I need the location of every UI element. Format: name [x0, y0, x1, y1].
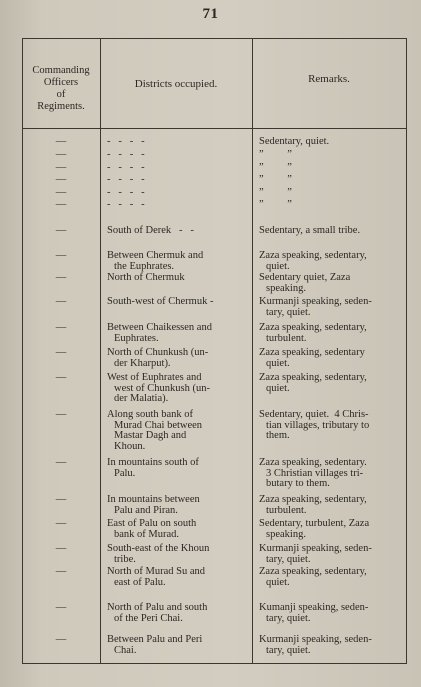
officer-dash: — — [55, 322, 67, 333]
remarks-cell — [259, 348, 403, 369]
officer-dash: — — [55, 272, 67, 283]
district-line: Between Palu and Peri — [107, 634, 203, 645]
district-line: - - - - — [107, 149, 145, 160]
officer-dash: — — [55, 543, 67, 554]
district-cell — [107, 226, 248, 237]
district-line: West of Euphrates and — [107, 372, 202, 383]
remarks-line: Zaza speaking, sedentary, — [259, 494, 367, 505]
remarks-line: Sedentary, turbulent, Zaza — [259, 518, 370, 529]
officer-dash: — — [55, 372, 67, 383]
remarks-line: tian villages, tributary to — [266, 419, 370, 431]
remarks-line: ” ” — [259, 162, 292, 173]
remarks-line: Zaza speaking, sedentary, — [259, 322, 367, 333]
officer-dash: — — [55, 409, 67, 420]
remarks-line: them. — [266, 430, 290, 441]
remarks-line: quiet. — [266, 260, 290, 272]
district-cell — [107, 323, 248, 344]
remarks-line: Kurmanji speaking, seden- — [259, 543, 372, 554]
district-line: East of Palu on south — [107, 518, 197, 529]
remarks-cell — [259, 150, 403, 161]
header-line: Commanding — [32, 65, 90, 76]
remarks-line: Kumanji speaking, seden- — [259, 602, 369, 613]
officer-dash: — — [55, 518, 67, 529]
district-cell — [107, 603, 248, 624]
remarks-line: ” ” — [259, 199, 292, 210]
district-line: North of Chermuk — [107, 272, 185, 283]
district-cell — [107, 200, 248, 211]
remarks-line: Zaza speaking, sedentary, — [259, 372, 367, 383]
officer-dash: — — [55, 174, 67, 185]
remarks-line: speaking. — [266, 528, 306, 540]
district-line: bank of Murad. — [114, 528, 180, 540]
column-rule-1 — [100, 38, 101, 664]
district-line: east of Palu. — [114, 576, 166, 588]
remarks-cell — [259, 495, 403, 516]
district-line: der Malatia). — [114, 393, 169, 404]
remarks-cell — [259, 567, 403, 588]
district-cell — [107, 137, 248, 148]
remarks-line: ” ” — [259, 187, 292, 198]
remarks-cell — [259, 163, 403, 174]
district-line: - - - - — [107, 199, 145, 210]
officer-dash: — — [55, 187, 67, 198]
officer-dash: — — [55, 250, 67, 261]
district-cell — [107, 635, 248, 656]
remarks-line: tary, quiet. — [266, 306, 311, 318]
remarks-cell — [259, 603, 403, 624]
remarks-line: Zaza speaking, sedentary. — [259, 457, 367, 468]
district-cell — [107, 251, 248, 272]
district-cell — [107, 163, 248, 174]
district-line: - - - - — [107, 187, 145, 198]
officer-dash: — — [55, 225, 67, 236]
district-cell — [107, 273, 248, 284]
header-commanding-officers — [23, 65, 99, 113]
page-number: 71 — [202, 6, 219, 22]
remarks-cell — [259, 137, 403, 148]
district-line: west of Chunkush (un- — [114, 382, 210, 394]
officer-dash: — — [55, 296, 67, 307]
district-cell — [107, 188, 248, 199]
district-line: of the Peri Chai. — [114, 612, 183, 624]
remarks-cell — [259, 458, 403, 490]
district-line: Mastar Dagh and — [114, 430, 187, 441]
district-cell — [107, 458, 248, 479]
remarks-line: speaking. — [266, 282, 306, 294]
remarks-line: tary, quiet. — [266, 553, 311, 565]
officer-dash: — — [55, 566, 67, 577]
remarks-line: tary, quiet. — [266, 612, 311, 624]
officer-dash: — — [55, 199, 67, 210]
remarks-line: Sedentary, quiet. 4 Chris- — [259, 409, 369, 420]
remarks-line: Sedentary, a small tribe. — [259, 225, 361, 236]
remarks-line: Kurmanji speaking, seden- — [259, 296, 372, 307]
remarks-cell — [259, 251, 403, 272]
remarks-cell — [259, 410, 403, 442]
remarks-cell — [259, 297, 403, 318]
remarks-line: Sedentary quiet, Zaza — [259, 272, 351, 283]
officer-dash: — — [55, 162, 67, 173]
district-line: - - - - — [107, 162, 145, 173]
district-cell — [107, 519, 248, 540]
remarks-line: ” ” — [259, 174, 292, 185]
district-line: tribe. — [114, 553, 136, 565]
officer-dash: — — [55, 457, 67, 468]
district-cell — [107, 410, 248, 452]
district-line: South-west of Chermuk - — [107, 296, 214, 307]
remarks-cell — [259, 323, 403, 344]
district-line: Along south bank of — [107, 409, 194, 420]
remarks-line: quiet. — [266, 357, 290, 369]
district-cell — [107, 297, 248, 308]
district-line: South of Derek - - — [107, 225, 194, 236]
remarks-line: turbulent. — [266, 332, 307, 344]
district-line: Khoun. — [114, 440, 146, 452]
district-line: In mountains between — [107, 494, 200, 505]
officer-dash: — — [55, 634, 67, 645]
table-top-rule — [22, 38, 406, 39]
remarks-line: 3 Christian villages tri- — [266, 467, 364, 479]
district-line: Chai. — [114, 644, 137, 656]
district-line: In mountains south of — [107, 457, 199, 468]
officer-dash: — — [55, 136, 67, 147]
table-header-rule — [22, 128, 406, 129]
remarks-cell — [259, 188, 403, 199]
district-line: Between Chermuk and — [107, 250, 204, 261]
officer-dash: — — [55, 347, 67, 358]
district-line: - - - - — [107, 136, 145, 147]
remarks-line: Zaza speaking, sedentary — [259, 347, 365, 358]
remarks-line: ” ” — [259, 149, 292, 160]
district-line: Between Chaikessen and — [107, 322, 212, 333]
header-line: of — [56, 89, 66, 100]
remarks-cell — [259, 544, 403, 565]
district-line: North of Murad Su and — [107, 566, 205, 577]
remarks-cell — [259, 635, 403, 656]
remarks-cell — [259, 200, 403, 211]
district-cell — [107, 544, 248, 565]
remarks-line: Kurmanji speaking, seden- — [259, 634, 372, 645]
district-line: North of Chunkush (un- — [107, 347, 209, 358]
district-line: Palu and Piran. — [114, 504, 178, 516]
header-districts-occupied: Districts occupied. — [134, 78, 218, 90]
district-line: South-east of the Khoun — [107, 543, 210, 554]
district-line: Murad Chai between — [114, 419, 203, 431]
district-line: Palu. — [114, 467, 136, 479]
remarks-line: turbulent. — [266, 504, 307, 516]
officer-dash: — — [55, 494, 67, 505]
header-remarks: Remarks. — [308, 73, 350, 85]
officer-dash: — — [55, 149, 67, 160]
remarks-cell — [259, 226, 403, 237]
district-line: Euphrates. — [114, 332, 159, 344]
remarks-line: Zaza speaking, sedentary, — [259, 250, 367, 261]
table-bottom-rule — [22, 663, 406, 664]
remarks-line: quiet. — [266, 382, 290, 394]
officer-dash: — — [55, 602, 67, 613]
district-line: the Euphrates. — [114, 260, 175, 272]
district-cell — [107, 150, 248, 161]
district-line: - - - - — [107, 174, 145, 185]
header-line: Officers — [43, 77, 79, 88]
remarks-cell — [259, 273, 403, 294]
column-rule-2 — [252, 38, 253, 664]
remarks-line: tary, quiet. — [266, 644, 311, 656]
district-cell — [107, 495, 248, 516]
header-line: Regiments. — [37, 101, 85, 112]
district-cell — [107, 373, 248, 405]
district-cell — [107, 348, 248, 369]
remarks-line: Sedentary, quiet. — [259, 136, 330, 147]
district-cell — [107, 175, 248, 186]
remarks-cell — [259, 373, 403, 394]
remarks-line: quiet. — [266, 576, 290, 588]
remarks-cell — [259, 519, 403, 540]
district-line: der Kharput). — [114, 357, 171, 369]
remarks-line: butary to them. — [266, 478, 330, 489]
district-cell — [107, 567, 248, 588]
column-rule-right — [406, 38, 407, 664]
district-line: North of Palu and south — [107, 602, 208, 613]
remarks-line: Zaza speaking, sedentary, — [259, 566, 367, 577]
remarks-cell — [259, 175, 403, 186]
